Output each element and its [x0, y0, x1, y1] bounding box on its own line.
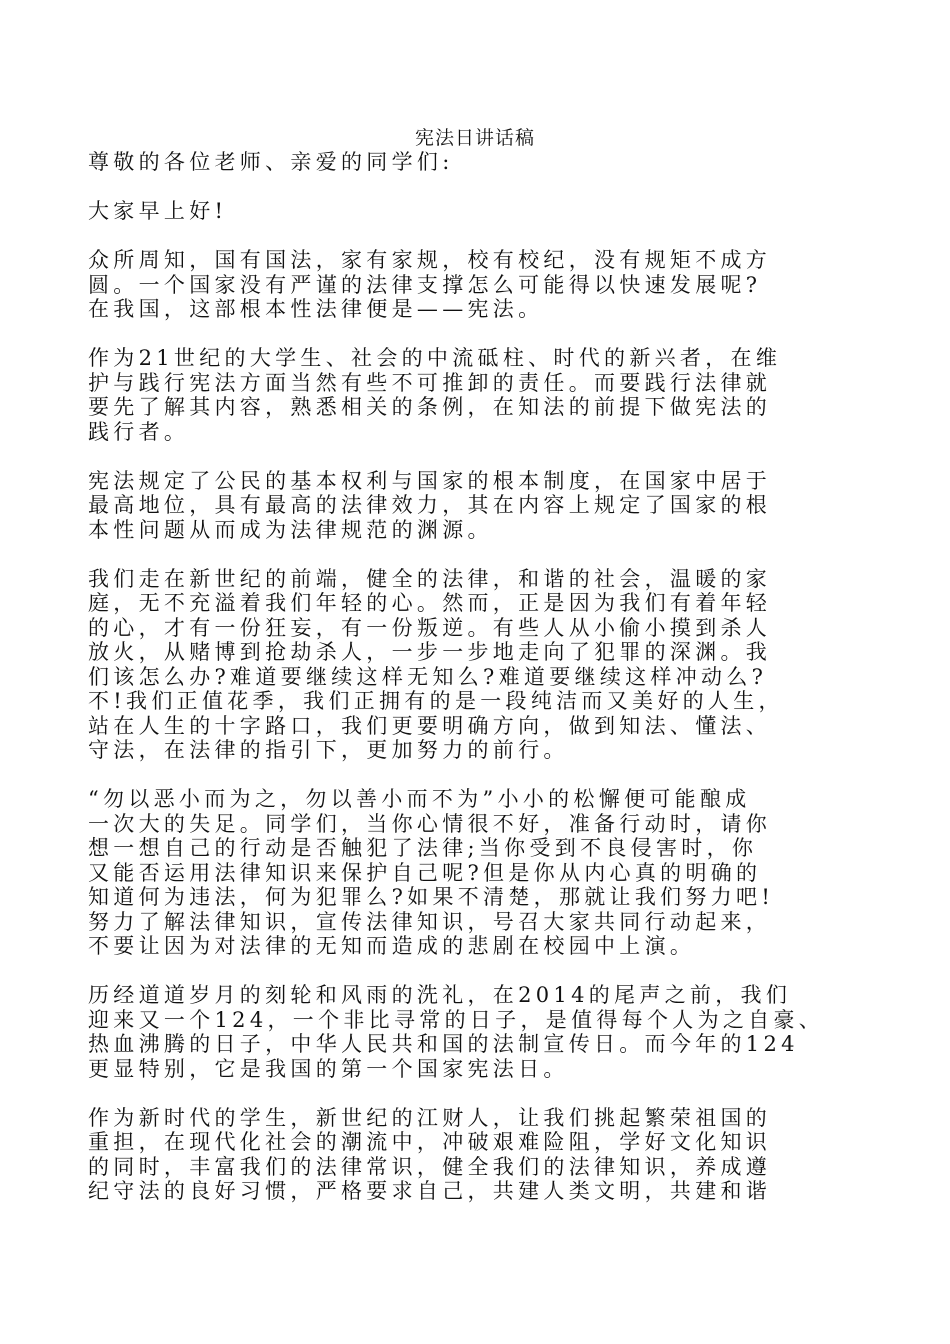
paragraph-line: 不!我们正值花季，我们正拥有的是一段纯洁而又美好的人生， [88, 689, 784, 713]
salutation: 尊敬的各位老师、亲爱的同学们: [88, 150, 454, 174]
paragraph-line: 本性问题从而成为法律规范的渊源。 [88, 517, 493, 542]
paragraph-line: 最高地位，具有最高的法律效力，其在内容上规定了国家的根 [88, 493, 772, 517]
document-title: 宪法日讲话稿 [414, 127, 535, 149]
paragraph-line: 重担，在现代化社会的潮流中，冲破艰难险阻，学好文化知识 [88, 1130, 772, 1154]
paragraph-line: 想一想自己的行动是否触犯了法律;当你受到不良侵害时，你 [88, 836, 758, 860]
paragraph-7 [88, 1106, 868, 1204]
paragraph-line: 站在人生的十字路口，我们更要明确方向，做到知法、懂法、 [88, 713, 772, 738]
paragraph-line: 努力了解法律知识，宣传法律知识，号召大家共同行动起来， [88, 909, 772, 934]
greeting: 大家早上好! [88, 199, 228, 223]
paragraph-line: 知道何为违法，何为犯罪么?如果不清楚，那就让我们努力吧! [88, 885, 775, 909]
paragraph-gap [88, 322, 868, 347]
paragraph-line: 在我国，这部根本性法律便是——宪法。 [88, 297, 544, 321]
paragraph-line: 们该怎么办?难道要继续这样无知么?难道要继续这样冲动么? [88, 664, 768, 689]
paragraph-line: 热血沸腾的日子，中华人民共和国的法制宣传日。而今年的124 [88, 1032, 799, 1056]
paragraph-3 [88, 469, 868, 543]
paragraph-gap [88, 763, 868, 788]
paragraph-line: 的同时，丰富我们的法律常识，健全我们的法律知识，养成遵 [88, 1154, 772, 1179]
paragraph-gap [88, 542, 868, 567]
paragraph-line: 践行者。 [88, 419, 190, 444]
paragraph-line: 护与践行宪法方面当然有些不可推卸的责任。而要践行法律就 [88, 370, 772, 395]
paragraph-line: 更显特别，它是我国的第一个国家宪法日。 [88, 1056, 569, 1081]
paragraph-line: 我们走在新世纪的前端，健全的法律，和谐的社会，温暖的家 [88, 566, 772, 591]
paragraph-line: 庭，无不充溢着我们年轻的心。然而，正是因为我们有着年轻 [88, 591, 772, 615]
paragraph-line: 作为新时代的学生，新世纪的江财人，让我们挑起繁荣祖国的 [88, 1105, 772, 1130]
paragraph-line: 众所周知，国有国法，家有家规，校有校纪，没有规矩不成方 [88, 248, 772, 272]
paragraph-6 [88, 983, 868, 1081]
paragraph-line: 的心，才有一份狂妄，有一份叛逆。有些人从小偷小摸到杀人 [88, 615, 772, 640]
paragraph-line: 不要让因为对法律的无知而造成的悲剧在校园中上演。 [88, 934, 696, 958]
paragraph-1 [88, 248, 868, 322]
paragraph-gap [88, 959, 868, 984]
paragraph-2 [88, 346, 868, 444]
paragraph-gap [88, 1081, 868, 1106]
paragraph-line: 又能否运用法律知识来保护自己呢?但是你从内心真的明确的 [88, 860, 762, 885]
paragraph-line: 宪法规定了公民的基本权利与国家的根本制度，在国家中居于 [88, 468, 772, 493]
paragraph-line: 守法，在法律的指引下，更加努力的前行。 [88, 738, 569, 762]
paragraph-gap [88, 444, 868, 469]
paragraph-5 [88, 787, 868, 959]
paragraph-line: 迎来又一个124，一个非比寻常的日子，是值得每个人为之自豪、 [88, 1007, 825, 1032]
paragraph-line: 放火，从赌博到抢劫杀人，一步一步地走向了犯罪的深渊。我 [88, 640, 772, 664]
paragraph-line: “勿以恶小而为之，勿以善小而不为”小小的松懈便可能酿成 [88, 787, 751, 811]
paragraph-4 [88, 567, 868, 763]
paragraph-line: 作为21世纪的大学生、社会的中流砥柱、时代的新兴者，在维 [88, 346, 782, 370]
paragraph-line: 圆。一个国家没有严谨的法律支撑怎么可能得以快速发展呢? [88, 272, 762, 297]
paragraph-line: 一次大的失足。同学们，当你心情很不好，准备行动时，请你 [88, 811, 772, 836]
paragraph-line: 纪守法的良好习惯，严格要求自己，共建人类文明，共建和谐 [88, 1179, 772, 1203]
paragraph-gap [88, 175, 868, 200]
paragraph-gap [88, 224, 868, 249]
paragraph-line: 要先了解其内容，熟悉相关的条例，在知法的前提下做宪法的 [88, 395, 772, 419]
document-body [88, 150, 868, 1204]
paragraph-line: 历经道道岁月的刻轮和风雨的洗礼，在2014的尾声之前，我们 [88, 983, 792, 1007]
